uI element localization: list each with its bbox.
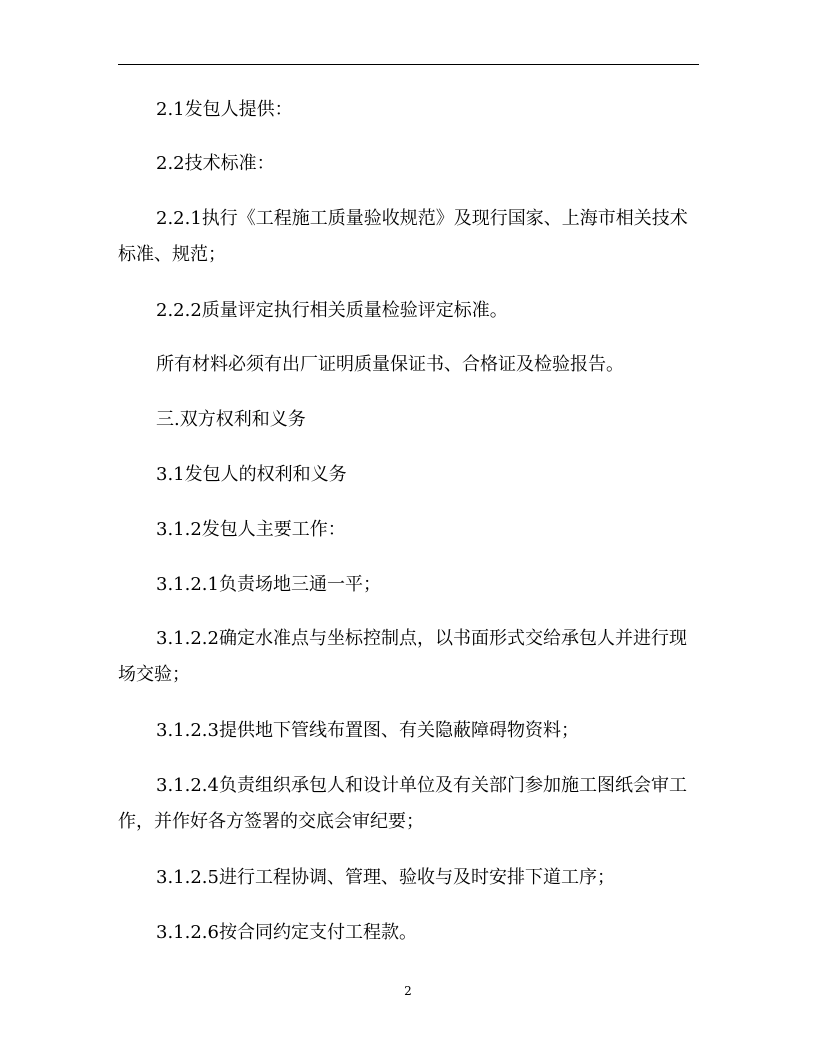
paragraph: 2.2.2质量评定执行相关质量检验评定标准。 <box>156 300 508 321</box>
paragraph: 3.1.2.5进行工程协调、管理、验收与及时安排下道工序； <box>156 867 615 888</box>
paragraph: 3.1发包人的权利和义务 <box>156 464 347 485</box>
header-rule <box>118 64 699 65</box>
paragraph: 2.1发包人提供： <box>156 99 293 120</box>
paragraph: 3.1.2.6按合同约定支付工程款。 <box>156 922 417 943</box>
paragraph: 3.1.2发包人主要工作： <box>156 519 346 540</box>
paragraph: 三.双方权利和义务 <box>156 409 306 430</box>
page-number: 2 <box>404 984 412 998</box>
paragraph: 3.1.2.1负责场地三通一平； <box>156 574 381 595</box>
paragraph: 2.2技术标准： <box>156 153 275 174</box>
paragraph: 所有材料必须有出厂证明质量保证书、合格证及检验报告。 <box>156 354 624 375</box>
paragraph: 3.1.2.3提供地下管线布置图、有关隐蔽障碍物资料； <box>156 720 579 741</box>
paragraph: 3.1.2.4负责组织承包人和设计单位及有关部门参加施工图纸会审工作，并作好各方签署的交底会审纪要； <box>118 775 687 832</box>
paragraph: 2.2.1执行《工程施工质量验收规范》及现行国家、上海市相关技术标准、规范； <box>118 208 688 265</box>
paragraph: 3.1.2.2确定水准点与坐标控制点，以书面形式交给承包人并进行现场交验； <box>118 628 687 685</box>
